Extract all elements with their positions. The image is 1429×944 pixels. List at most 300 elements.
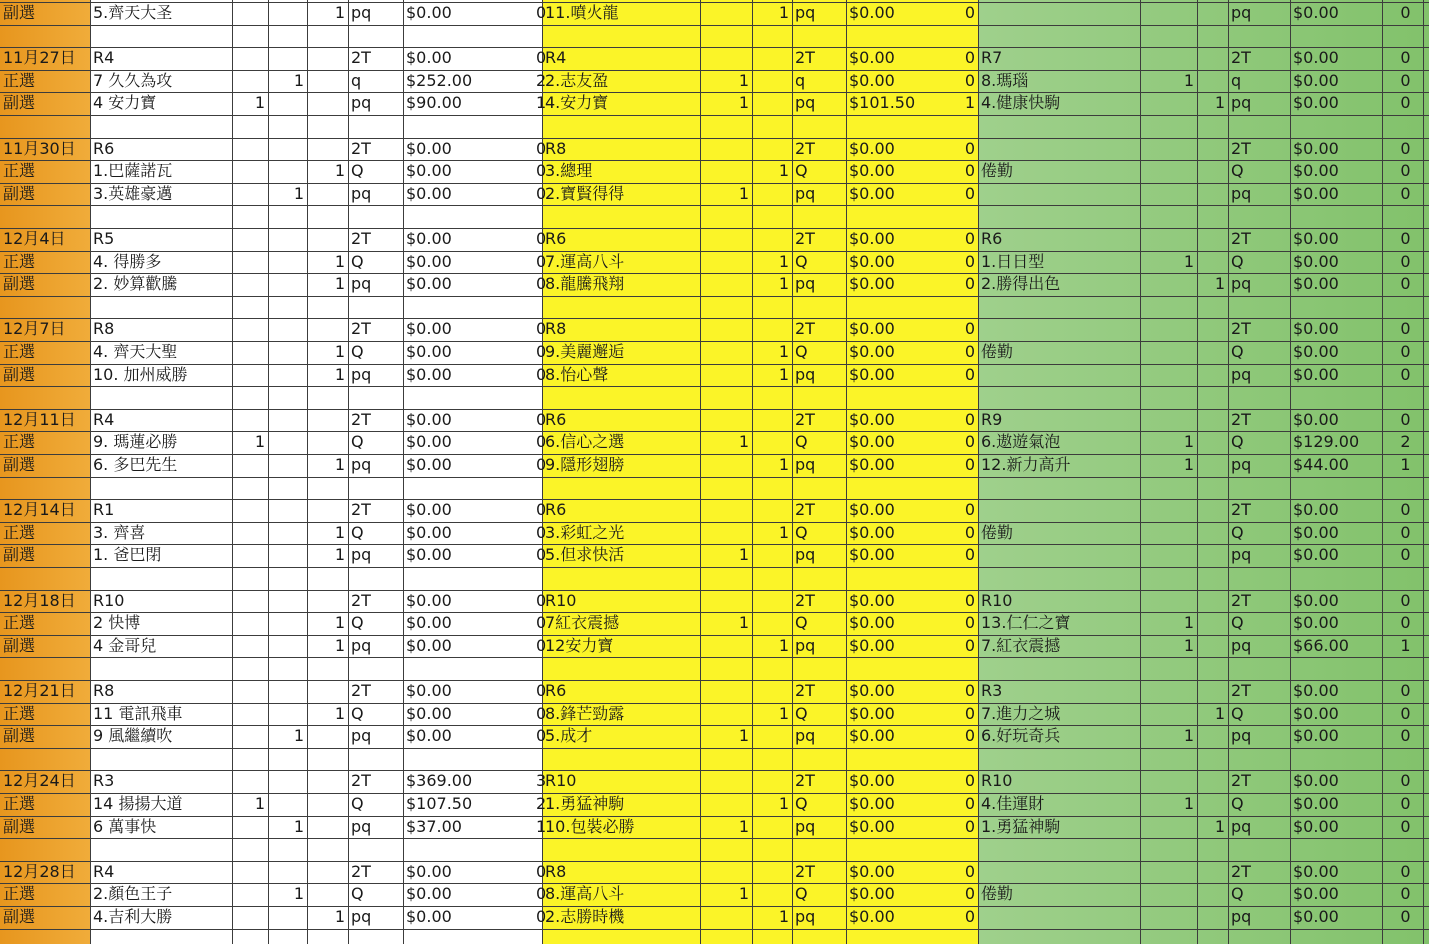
flag-c-1-cell: [307, 138, 348, 160]
flag-a-2-cell: [700, 138, 752, 160]
flag-c-1-cell: [307, 477, 348, 499]
count-2-cell: 0: [964, 613, 975, 632]
flag-a-3-cell: [1140, 499, 1197, 521]
count-1-cell: 0: [536, 342, 547, 361]
horse-1-cell: 4 安力寶: [93, 93, 157, 112]
flag-a-1-cell: [232, 612, 268, 634]
flag-c-1-cell: [307, 793, 348, 815]
horse-3-cell: 倦勤: [981, 342, 1014, 361]
count-3-cell: 0: [1400, 591, 1411, 610]
flag-a-1-cell: [232, 883, 268, 905]
flag-b-1-cell: [268, 770, 307, 792]
flag-a-2-cell: [700, 861, 752, 883]
count-1-cell: [533, 296, 542, 318]
horse-2-cell: 2.志勝時機: [545, 907, 625, 926]
count-2-cell: 0: [964, 500, 975, 519]
amount-1-cell: $0.00: [406, 319, 452, 338]
bet-type-3-cell: pq: [1231, 274, 1252, 293]
count-2-cell: 0: [964, 410, 975, 429]
flag-b-1-cell: 1: [293, 884, 304, 903]
horse-1-cell: [90, 205, 232, 227]
count-2-cell: [943, 657, 978, 679]
count-3-cell: 0: [1400, 3, 1411, 22]
pick-label-cell: 副選: [3, 455, 36, 474]
horse-2-cell: 4.安力寶: [545, 93, 609, 112]
flag-a-3-cell: [1140, 25, 1197, 47]
flag-a-3-cell: [1140, 273, 1197, 295]
flag-c-1-cell: 1: [334, 545, 345, 564]
flag-a-1-cell: [232, 838, 268, 860]
flag-b-2-cell: [752, 816, 792, 838]
bet-type-1-cell: Q: [351, 794, 364, 813]
bet-type-2-cell: 2T: [795, 48, 815, 67]
pick-label-cell: [0, 567, 90, 589]
flag-b-3-cell: 1: [1214, 274, 1225, 293]
amount-3-cell: [1290, 205, 1382, 227]
flag-a-1-cell: 1: [254, 794, 265, 813]
bet-type-1-cell: 2T: [351, 681, 371, 700]
count-1-cell: [533, 567, 542, 589]
pick-label-cell: 12月28日: [3, 862, 76, 881]
bet-type-2-cell: [792, 567, 846, 589]
flag-b-3-cell: [1197, 431, 1228, 453]
bet-type-1-cell: pq: [351, 636, 372, 655]
horse-2-cell: [542, 838, 700, 860]
pick-label-cell: 副選: [3, 184, 36, 203]
flag-a-3-cell: [1140, 680, 1197, 702]
horse-2-cell: 5.但求快活: [545, 545, 625, 564]
flag-b-2-cell: 1: [778, 3, 789, 22]
bet-type-1-cell: pq: [351, 455, 372, 474]
count-2-cell: 0: [964, 184, 975, 203]
count-2-cell: 0: [964, 726, 975, 745]
amount-2-cell: [846, 838, 943, 860]
flag-a-3-cell: [1140, 228, 1197, 250]
bet-type-2-cell: 2T: [795, 139, 815, 158]
count-3-cell: [1382, 748, 1429, 770]
amount-2-cell: $0.00: [849, 71, 895, 90]
count-1-cell: 0: [536, 410, 547, 429]
flag-b-3-cell: [1197, 454, 1228, 476]
flag-a-2-cell: [700, 635, 752, 657]
bet-type-2-cell: 2T: [795, 771, 815, 790]
amount-3-cell: [1290, 296, 1382, 318]
amount-1-cell: [403, 567, 533, 589]
bet-type-2-cell: pq: [795, 817, 816, 836]
flag-b-3-cell: [1197, 296, 1228, 318]
amount-1-cell: $0.00: [406, 613, 452, 632]
amount-3-cell: $0.00: [1293, 93, 1339, 112]
count-1-cell: [533, 657, 542, 679]
flag-c-1-cell: [307, 296, 348, 318]
horse-2-cell: R8: [545, 139, 567, 158]
amount-2-cell: $0.00: [849, 545, 895, 564]
horse-3-cell: [978, 567, 1140, 589]
flag-b-1-cell: [268, 544, 307, 566]
flag-c-1-cell: [307, 657, 348, 679]
flag-b-3-cell: [1197, 183, 1228, 205]
bet-type-3-cell: 2T: [1231, 771, 1251, 790]
flag-a-1-cell: [232, 499, 268, 521]
count-1-cell: 1: [536, 817, 547, 836]
count-3-cell: 0: [1400, 161, 1411, 180]
flag-b-1-cell: [268, 386, 307, 408]
bet-type-2-cell: 2T: [795, 862, 815, 881]
flag-b-2-cell: 1: [778, 794, 789, 813]
flag-a-3-cell: [1140, 318, 1197, 340]
pick-label-cell: 副選: [3, 274, 36, 293]
horse-2-cell: [542, 477, 700, 499]
pick-label-cell: 副選: [3, 817, 36, 836]
amount-2-cell: $0.00: [849, 681, 895, 700]
flag-c-1-cell: 1: [334, 523, 345, 542]
flag-b-3-cell: [1197, 770, 1228, 792]
amount-2-cell: [846, 25, 943, 47]
count-2-cell: 0: [964, 884, 975, 903]
amount-1-cell: [403, 477, 533, 499]
amount-3-cell: $0.00: [1293, 523, 1339, 542]
count-1-cell: 0: [536, 862, 547, 881]
pick-label-cell: 正選: [3, 613, 36, 632]
flag-b-2-cell: [752, 477, 792, 499]
horse-3-cell: R7: [981, 48, 1003, 67]
horse-1-cell: [90, 386, 232, 408]
count-1-cell: 0: [536, 455, 547, 474]
flag-a-3-cell: [1140, 590, 1197, 612]
horse-1-cell: R8: [93, 681, 115, 700]
count-2-cell: [943, 567, 978, 589]
flag-b-2-cell: [752, 883, 792, 905]
flag-a-1-cell: [232, 115, 268, 137]
count-3-cell: 0: [1400, 794, 1411, 813]
flag-b-1-cell: [268, 703, 307, 725]
horse-3-cell: 1.勇猛神駒: [981, 817, 1061, 836]
horse-1-cell: [90, 657, 232, 679]
horse-3-cell: 倦勤: [981, 884, 1014, 903]
horse-3-cell: [978, 544, 1140, 566]
flag-b-2-cell: 1: [778, 636, 789, 655]
amount-3-cell: $0.00: [1293, 726, 1339, 745]
flag-a-1-cell: [232, 138, 268, 160]
flag-a-2-cell: 1: [738, 93, 749, 112]
flag-b-2-cell: [752, 138, 792, 160]
horse-2-cell: 5.成才: [545, 726, 593, 745]
horse-2-cell: 7紅衣震撼: [545, 613, 620, 632]
flag-a-2-cell: 1: [738, 184, 749, 203]
count-2-cell: 0: [964, 432, 975, 451]
amount-3-cell: $0.00: [1293, 48, 1339, 67]
horse-3-cell: [978, 183, 1140, 205]
amount-3-cell: [1290, 567, 1382, 589]
flag-c-1-cell: [307, 499, 348, 521]
amount-1-cell: $0.00: [406, 862, 452, 881]
pick-label-cell: 正選: [3, 432, 36, 451]
horse-3-cell: 12.新力高升: [981, 455, 1071, 474]
horse-3-cell: R3: [981, 681, 1003, 700]
bet-type-3-cell: pq: [1231, 636, 1252, 655]
pick-label-cell: 副選: [3, 365, 36, 384]
horse-1-cell: [90, 748, 232, 770]
horse-3-cell: 1.日日型: [981, 252, 1045, 271]
flag-a-2-cell: [700, 364, 752, 386]
bet-type-1-cell: pq: [351, 365, 372, 384]
bet-type-3-cell: [1228, 657, 1290, 679]
amount-3-cell: $0.00: [1293, 139, 1339, 158]
amount-2-cell: [846, 296, 943, 318]
flag-b-2-cell: [752, 115, 792, 137]
flag-a-2-cell: [700, 205, 752, 227]
flag-b-2-cell: 1: [778, 274, 789, 293]
bet-type-1-cell: [348, 386, 403, 408]
count-2-cell: 0: [964, 71, 975, 90]
horse-3-cell: 倦勤: [981, 523, 1014, 542]
flag-a-3-cell: 1: [1183, 726, 1194, 745]
count-2-cell: 0: [964, 229, 975, 248]
bet-type-1-cell: pq: [351, 184, 372, 203]
flag-c-1-cell: [307, 567, 348, 589]
flag-b-2-cell: 1: [778, 342, 789, 361]
flag-c-1-cell: [307, 70, 348, 92]
bet-type-3-cell: pq: [1231, 93, 1252, 112]
flag-c-1-cell: 1: [334, 907, 345, 926]
pick-label-cell: 副選: [3, 545, 36, 564]
flag-a-2-cell: [700, 386, 752, 408]
flag-a-1-cell: [232, 725, 268, 747]
flag-b-2-cell: [752, 47, 792, 69]
flag-a-3-cell: [1140, 861, 1197, 883]
count-2-cell: [943, 386, 978, 408]
amount-2-cell: [846, 477, 943, 499]
pick-label-cell: 11月30日: [3, 139, 76, 158]
flag-b-3-cell: [1197, 567, 1228, 589]
count-3-cell: 0: [1400, 139, 1411, 158]
count-1-cell: 0: [536, 161, 547, 180]
count-1-cell: 0: [536, 319, 547, 338]
flag-b-1-cell: [268, 318, 307, 340]
amount-3-cell: $0.00: [1293, 500, 1339, 519]
flag-c-1-cell: [307, 47, 348, 69]
flag-c-1-cell: [307, 115, 348, 137]
amount-1-cell: $0.00: [406, 48, 452, 67]
amount-3-cell: $0.00: [1293, 410, 1339, 429]
flag-a-1-cell: [232, 47, 268, 69]
flag-b-3-cell: [1197, 160, 1228, 182]
flag-b-2-cell: [752, 657, 792, 679]
bet-type-1-cell: 2T: [351, 48, 371, 67]
flag-a-2-cell: [700, 318, 752, 340]
amount-1-cell: [403, 205, 533, 227]
flag-a-2-cell: [700, 115, 752, 137]
flag-b-1-cell: [268, 522, 307, 544]
amount-3-cell: $0.00: [1293, 274, 1339, 293]
amount-1-cell: $0.00: [406, 704, 452, 723]
amount-2-cell: [846, 115, 943, 137]
flag-b-1-cell: 1: [293, 71, 304, 90]
horse-3-cell: [978, 861, 1140, 883]
flag-a-1-cell: [232, 748, 268, 770]
flag-c-1-cell: 1: [334, 342, 345, 361]
flag-b-2-cell: [752, 544, 792, 566]
horse-2-cell: [542, 205, 700, 227]
count-2-cell: 0: [964, 319, 975, 338]
bet-type-1-cell: 2T: [351, 319, 371, 338]
flag-a-1-cell: [232, 251, 268, 273]
amount-1-cell: $369.00: [406, 771, 473, 790]
flag-b-1-cell: [268, 138, 307, 160]
flag-a-3-cell: [1140, 183, 1197, 205]
bet-type-2-cell: pq: [795, 274, 816, 293]
flag-b-1-cell: [268, 793, 307, 815]
amount-3-cell: $0.00: [1293, 71, 1339, 90]
flag-b-2-cell: [752, 70, 792, 92]
bet-type-3-cell: [1228, 477, 1290, 499]
amount-1-cell: $0.00: [406, 342, 452, 361]
bet-type-3-cell: 2T: [1231, 48, 1251, 67]
bet-type-3-cell: [1228, 567, 1290, 589]
bet-type-3-cell: 2T: [1231, 591, 1251, 610]
flag-b-1-cell: [268, 2, 307, 24]
count-3-cell: 0: [1400, 184, 1411, 203]
bet-type-2-cell: [792, 657, 846, 679]
amount-2-cell: $0.00: [849, 726, 895, 745]
horse-1-cell: R10: [93, 591, 125, 610]
count-1-cell: 0: [536, 726, 547, 745]
flag-b-1-cell: [268, 838, 307, 860]
horse-1-cell: 4. 齊天大聖: [93, 342, 178, 361]
bet-type-3-cell: pq: [1231, 3, 1252, 22]
flag-a-3-cell: [1140, 92, 1197, 114]
horse-2-cell: 2.寶賢得得: [545, 184, 625, 203]
flag-a-3-cell: [1140, 364, 1197, 386]
amount-1-cell: $37.00: [406, 817, 462, 836]
flag-a-2-cell: [700, 47, 752, 69]
horse-1-cell: 11 電訊飛車: [93, 704, 183, 723]
count-3-cell: 0: [1400, 726, 1411, 745]
horse-2-cell: 3.彩虹之光: [545, 523, 625, 542]
flag-a-2-cell: [700, 770, 752, 792]
flag-c-1-cell: [307, 680, 348, 702]
count-1-cell: 0: [536, 523, 547, 542]
amount-3-cell: $0.00: [1293, 229, 1339, 248]
flag-b-2-cell: 1: [778, 523, 789, 542]
amount-3-cell: $0.00: [1293, 862, 1339, 881]
amount-1-cell: $0.00: [406, 252, 452, 271]
flag-a-2-cell: [700, 273, 752, 295]
flag-b-2-cell: 1: [778, 365, 789, 384]
count-1-cell: 0: [536, 545, 547, 564]
horse-1-cell: 6 萬事快: [93, 817, 157, 836]
count-2-cell: 0: [964, 907, 975, 926]
horse-3-cell: 13.仁仁之寶: [981, 613, 1071, 632]
count-2-cell: [943, 25, 978, 47]
row-divider: [0, 929, 1429, 930]
flag-b-3-cell: [1197, 477, 1228, 499]
flag-a-3-cell: [1140, 522, 1197, 544]
bet-type-1-cell: q: [351, 71, 362, 90]
count-3-cell: [1382, 386, 1429, 408]
pick-label-cell: 副選: [3, 93, 36, 112]
count-2-cell: 0: [964, 365, 975, 384]
horse-1-cell: 1.巴薩諾瓦: [93, 161, 173, 180]
pick-label-cell: [0, 25, 90, 47]
flag-a-3-cell: [1140, 703, 1197, 725]
bet-type-3-cell: pq: [1231, 726, 1252, 745]
bet-type-1-cell: 2T: [351, 862, 371, 881]
bet-type-1-cell: Q: [351, 613, 364, 632]
horse-1-cell: [90, 567, 232, 589]
horse-2-cell: 3.總理: [545, 161, 593, 180]
flag-c-1-cell: [307, 748, 348, 770]
amount-2-cell: [846, 205, 943, 227]
horse-1-cell: 2 快博: [93, 613, 141, 632]
flag-a-1-cell: [232, 567, 268, 589]
flag-a-2-cell: 1: [738, 817, 749, 836]
pick-label-cell: 12月14日: [3, 500, 76, 519]
count-3-cell: 0: [1400, 342, 1411, 361]
flag-a-2-cell: [700, 657, 752, 679]
count-1-cell: 1: [536, 93, 547, 112]
flag-c-1-cell: 1: [334, 613, 345, 632]
bet-type-3-cell: Q: [1231, 704, 1244, 723]
horse-1-cell: 7 久久為攻: [93, 71, 173, 90]
flag-c-1-cell: [307, 883, 348, 905]
count-3-cell: 0: [1400, 884, 1411, 903]
flag-b-3-cell: [1197, 138, 1228, 160]
flag-c-1-cell: 1: [334, 274, 345, 293]
flag-a-2-cell: [700, 567, 752, 589]
flag-b-1-cell: [268, 590, 307, 612]
count-1-cell: 0: [536, 591, 547, 610]
bet-type-2-cell: [792, 205, 846, 227]
flag-b-2-cell: [752, 725, 792, 747]
count-2-cell: 0: [964, 636, 975, 655]
horse-2-cell: [542, 115, 700, 137]
flag-a-1-cell: [232, 680, 268, 702]
count-3-cell: 0: [1400, 252, 1411, 271]
amount-2-cell: $0.00: [849, 523, 895, 542]
pick-label-cell: 正選: [3, 523, 36, 542]
flag-a-2-cell: 1: [738, 432, 749, 451]
amount-2-cell: $0.00: [849, 613, 895, 632]
amount-1-cell: $0.00: [406, 636, 452, 655]
amount-2-cell: $0.00: [849, 410, 895, 429]
count-3-cell: 0: [1400, 907, 1411, 926]
bet-type-2-cell: [792, 386, 846, 408]
count-2-cell: 0: [964, 771, 975, 790]
flag-a-3-cell: [1140, 883, 1197, 905]
bet-type-2-cell: 2T: [795, 410, 815, 429]
horse-3-cell: [978, 748, 1140, 770]
flag-c-1-cell: [307, 770, 348, 792]
bet-type-1-cell: [348, 205, 403, 227]
bet-type-3-cell: [1228, 748, 1290, 770]
amount-1-cell: $0.00: [406, 365, 452, 384]
bet-type-3-cell: Q: [1231, 523, 1244, 542]
bet-type-3-cell: 2T: [1231, 500, 1251, 519]
bet-type-3-cell: pq: [1231, 365, 1252, 384]
flag-b-2-cell: 1: [778, 704, 789, 723]
flag-a-2-cell: [700, 590, 752, 612]
flag-b-3-cell: [1197, 499, 1228, 521]
bet-type-1-cell: [348, 838, 403, 860]
count-1-cell: 0: [536, 907, 547, 926]
horse-3-cell: [978, 499, 1140, 521]
amount-1-cell: $0.00: [406, 591, 452, 610]
flag-a-3-cell: [1140, 770, 1197, 792]
flag-b-1-cell: [268, 635, 307, 657]
flag-b-2-cell: [752, 318, 792, 340]
flag-b-1-cell: [268, 861, 307, 883]
